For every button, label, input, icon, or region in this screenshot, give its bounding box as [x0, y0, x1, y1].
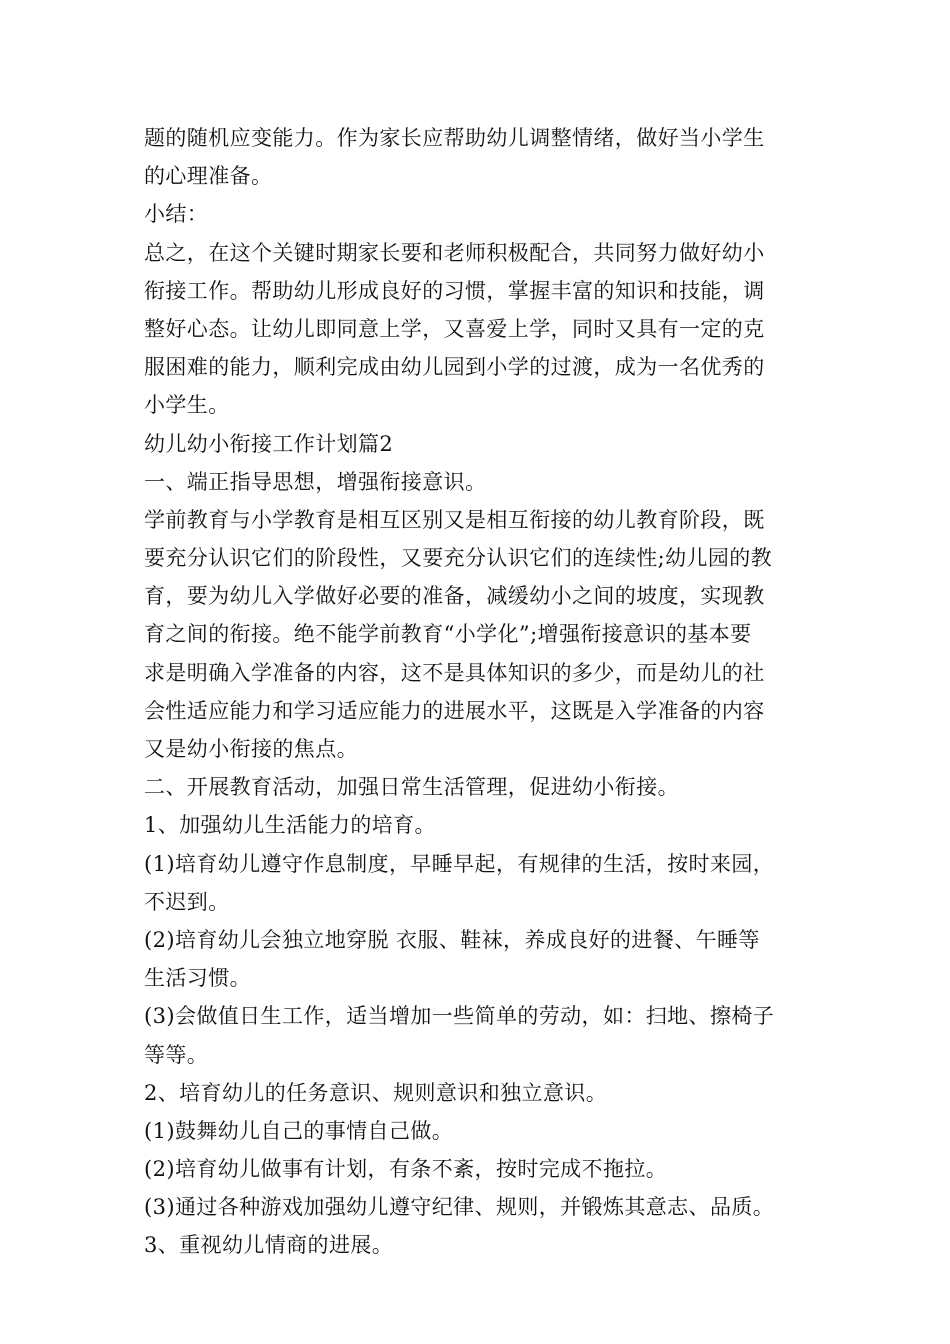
text-line: 求是明确入学准备的内容，这不是具体知识的多少，而是幼儿的社 [144, 660, 765, 685]
list-item: (3)通过各种游戏加强幼儿遵守纪律、规则，并锻炼其意志、品质。 [144, 1195, 775, 1220]
subsection-heading: 2、培育幼儿的任务意识、规则意识和独立意识。 [144, 1080, 608, 1105]
text-line: 题的随机应变能力。作为家长应帮助幼儿调整情绪，做好当小学生 [144, 126, 765, 150]
section-heading: 二、开展教育活动，加强日常生活管理，促进幼小衔接。 [144, 775, 679, 800]
text-line: 整好心态。让幼儿即同意上学，又喜爱上学，同时又具有一定的克 [144, 316, 765, 341]
list-item: (1)培育幼儿遵守作息制度，早睡早起，有规律的生活，按时来园， [144, 851, 775, 876]
text-line: 小学生。 [144, 393, 230, 418]
text-line: 生活习惯。 [144, 966, 251, 991]
text-line: 育之间的衔接。绝不能学前教育“小学化”;增强衔接意识的基本要 [144, 622, 752, 647]
text-line: 服困难的能力，顺利完成由幼儿园到小学的过渡，成为一名优秀的 [144, 355, 765, 380]
text-line: 育，要为幼儿入学做好必要的准备，减缓幼小之间的坡度，实现教 [144, 584, 765, 609]
text-line: 总之，在这个关键时期家长要和老师积极配合，共同努力做好幼小 [144, 240, 765, 265]
list-item: (2)培育幼儿做事有计划，有条不紊，按时完成不拖拉。 [144, 1157, 668, 1182]
text-line: 学前教育与小学教育是相互区别又是相互衔接的幼儿教育阶段，既 [144, 507, 765, 532]
document-body [144, 119, 814, 1265]
text-line: 会性适应能力和学习适应能力的进展水平，这既是入学准备的内容 [144, 698, 765, 723]
article-title: 幼儿幼小衔接工作计划篇2 [144, 431, 394, 456]
text-line: 的心理准备。 [144, 164, 273, 189]
subsection-heading: 3、重视幼儿情商的进展。 [144, 1233, 394, 1258]
text-line: 衔接工作。帮助幼儿形成良好的习惯，掌握丰富的知识和技能，调 [144, 278, 765, 303]
list-item: (3)会做值日生工作，适当增加一些简单的劳动，如：扫地、擦椅子 [144, 1004, 775, 1029]
subsection-heading: 1、加强幼儿生活能力的培育。 [144, 813, 436, 838]
text-line: 又是幼小衔接的焦点。 [144, 737, 358, 761]
list-item: (2)培育幼儿会独立地穿脱 衣服、鞋袜，养成良好的进餐、午睡等 [144, 927, 760, 952]
section-heading: 小结： [144, 202, 209, 227]
text-line: 要充分认识它们的阶段性，又要充分认识它们的连续性;幼儿园的教 [144, 546, 773, 571]
text-line: 不迟到。 [144, 889, 230, 914]
list-item: (1)鼓舞幼儿自己的事情自己做。 [144, 1118, 454, 1143]
section-heading: 一、端正指导思想，增强衔接意识。 [144, 469, 487, 494]
text-line: 等等。 [144, 1042, 209, 1067]
